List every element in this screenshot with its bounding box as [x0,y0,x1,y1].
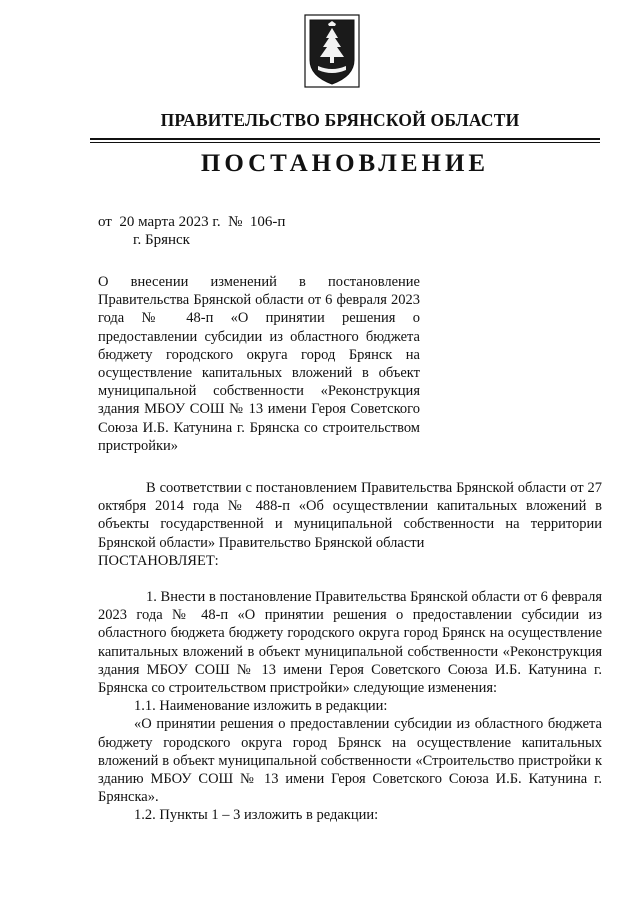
decree-word: ПОСТАНОВЛЯЕТ: [98,552,219,569]
quoted-title-paragraph: «О принятии решения о предоставлении субсидии из областного бюджета бюджету городского округа город Брянск на осуществление капитальных вложений в объект муниципальной собственности «Строительство пристройки к зданию МБОУ СОШ № 13 имени Героя Советского Союза И.Б. Катунина г. Брянска». [98,716,602,806]
header-rule-thin [90,142,600,143]
document-type-title: ПОСТАНОВЛЕНИЕ [200,150,490,177]
preamble-paragraph: В соответствии с постановлением Правительства Брянской области от 27 октября 2014 года № 488-п «Об осуществлении капитальных вложений в объекты государственной и муниципальной собственности на территории Брянской области» Правительство Брянской области [98,480,602,551]
item-1-paragraph: 1. Внести в постановление Правительства Брянской области от 6 февраля 2023 года № 48-п «О принятии решения о предоставлении субсидии из областного бюджета бюджету городского округа город Брянск на осуществление капитальных вложений в объект муниципальной собственности «Реконструкция здания МБОУ СОШ № 13 имени Героя Советского Союза И.Б. Катунина г. Брянска со строительством пристройки» следующие изменения: [98,589,602,697]
document-subject: О внесении изменений в постановление Правительства Брянской области от 6 февраля 2023 года № 48-п «О принятии решения о предоставлении субсидии из областного бюджета бюджету городского округа город Брянск на осуществление капитальных вложений в объект муниципальной собственности «Реконструкция здания МБОУ СОШ № 13 имени Героя Советского Союза И.Б. Катунина г. Брянска со строительством пристройки» [98,274,420,454]
item-1-1-paragraph: 1.1. Наименование изложить в редакции: [134,698,388,715]
document-city: г. Брянск [133,232,190,248]
document-body [98,479,602,825]
bryansk-coat-of-arms-icon [304,14,360,88]
item-1-2-paragraph: 1.2. Пункты 1 – 3 изложить в редакции: [134,807,379,824]
government-name: ПРАВИТЕЛЬСТВО БРЯНСКОЙ ОБЛАСТИ [160,110,520,130]
header-rule-thick [90,138,600,140]
document-dateline: от 20 марта 2023 г. № 106-п [98,214,286,230]
